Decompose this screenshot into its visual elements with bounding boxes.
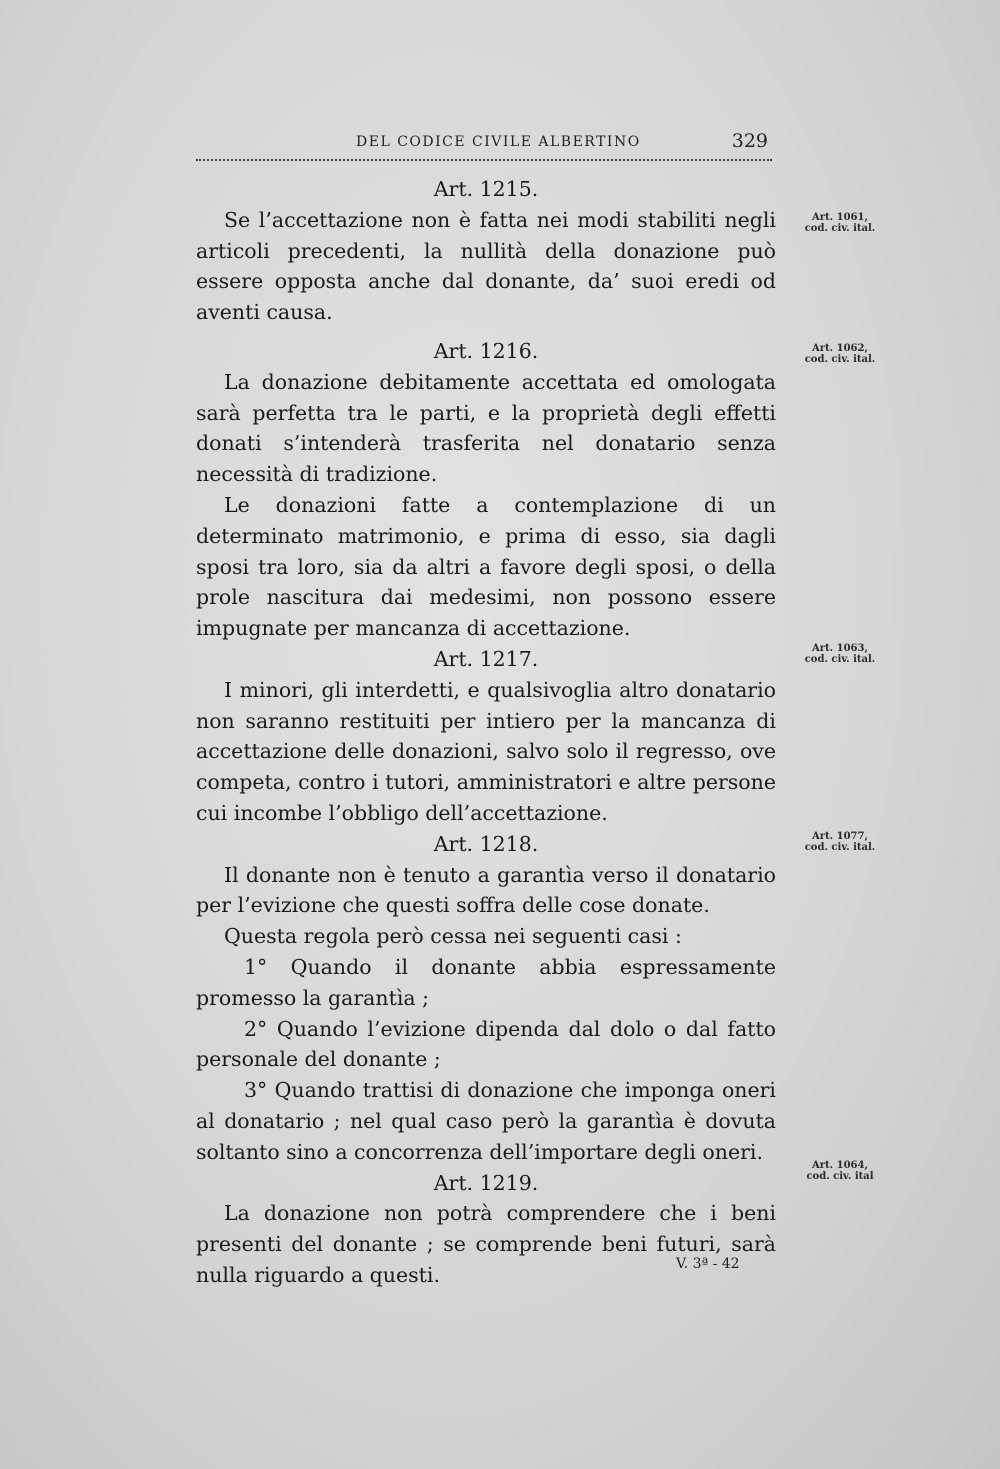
article-title: Art. 1216. — [433, 338, 539, 363]
margin-note-article: Art. 1064, — [812, 1160, 868, 1171]
page-number: 329 — [731, 130, 768, 152]
margin-note-code: cod. civ. ital — [806, 1171, 874, 1182]
margin-note-code: cod. civ. ital. — [804, 842, 876, 853]
printer-signature: V. 3ª - 42 — [676, 1256, 740, 1272]
header-rule — [196, 159, 772, 161]
article-paragraph: La donazione debitamente accettata ed omologata sarà perfetta tra le parti, e la proprietà degli effetti donati s’intenderà trasferita nel donatario senza necessità di tradizione. — [196, 369, 776, 487]
margin-note-code: cod. civ. ital. — [804, 654, 876, 665]
list-item: 3° Quando trattisi di donazione che imponga oneri al donatario ; nel qual caso però la garantìa è dovuta soltanto sino a concorrenza dell’importare degli oneri. — [196, 1078, 776, 1164]
article-title: Art. 1218. — [433, 831, 539, 856]
article-title: Art. 1217. — [433, 646, 539, 671]
page-header — [196, 130, 776, 160]
article-paragraph: Questa regola però cessa nei seguenti casi : — [224, 924, 682, 949]
margin-note-code: cod. civ. ital. — [804, 354, 876, 365]
margin-note — [790, 212, 890, 234]
article-paragraph: Se l’accettazione non è fatta nei modi stabiliti negli articoli precedenti, la nullità della donazione può essere opposta anche dal donante, da’ suoi eredi od aventi causa. — [196, 207, 776, 325]
margin-note-article: Art. 1062, — [812, 343, 868, 354]
article-paragraph: Le donazioni fatte a contemplazione di un determinato matrimonio, e prima di esso, sia dagli sposi tra loro, sia da altri a favore degli sposi, o della prole nascitura dai medesimi, non possono essere impugnate per mancanza di accettazione. — [196, 492, 776, 641]
page-body — [196, 174, 776, 1291]
article-paragraph: Il donante non è tenuto a garantìa verso il donatario per l’evizione che questi soffra delle cose donate. — [196, 862, 776, 918]
margin-note — [790, 343, 890, 365]
margin-note-article: Art. 1063, — [812, 643, 868, 654]
article-title: Art. 1219. — [433, 1170, 539, 1195]
running-title: DEL CODICE CIVILE ALBERTINO — [356, 134, 641, 150]
margin-note — [790, 643, 890, 665]
article-title: Art. 1215. — [433, 177, 539, 201]
margin-note — [790, 1160, 890, 1182]
margin-note-code: cod. civ. ital. — [804, 223, 876, 234]
article-paragraph: I minori, gli interdetti, e qualsivoglia altro donatario non saranno restituiti per intiero per la mancanza di accettazione delle donazioni, salvo solo il regresso, ove competa, contro i tutori, amministratori e altre persone cui incombe l’obbligo dell’accettazione. — [196, 677, 776, 825]
article-paragraph: La donazione non potrà comprendere che i beni presenti del donante ; se comprende beni futuri, sarà nulla riguardo a questi. — [196, 1201, 776, 1287]
list-item: 2° Quando l’evizione dipenda dal dolo o dal fatto personale del donante ; — [196, 1016, 776, 1072]
margin-note — [790, 831, 890, 853]
margin-note-article: Art. 1077, — [812, 831, 868, 842]
list-item: 1° Quando il donante abbia espressamente promesso la garantìa ; — [196, 954, 776, 1010]
margin-note-article: Art. 1061, — [812, 212, 868, 223]
